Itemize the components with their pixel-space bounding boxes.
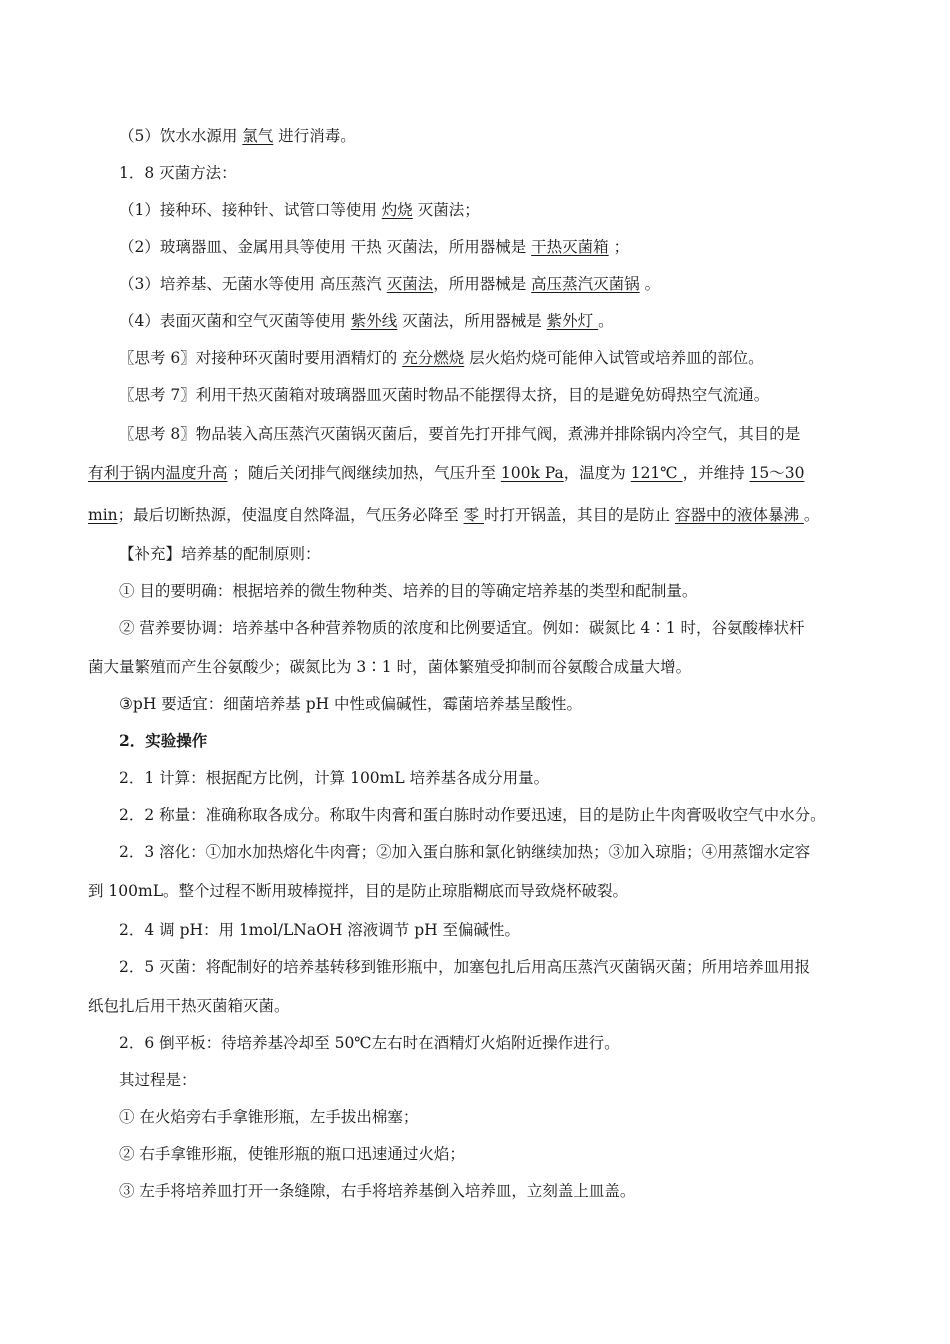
para-principle-2-line-1: ② 营养要协调：培养基中各种营养物质的浓度和比例要适宜。例如：碳氮比 4∶1 时，谷氨酸棒状杆 bbox=[119, 619, 805, 637]
step-2-3-line-2: 到 100mL。整个过程不断用玻棒搅拌，目的是防止琼脂糊底而导致烧杯破裂。 bbox=[88, 882, 629, 900]
blank-answer: min bbox=[88, 506, 118, 524]
step-2-3-line-1: 2．3 溶化：①加水加热熔化牛肉膏；②加入蛋白胨和氯化钠继续加热；③加入琼脂；④用蒸馏水定容 bbox=[119, 843, 811, 861]
para-think-7: 〖思考 7〗利用干热灭菌箱对玻璃器皿灭菌时物品不能摆得太挤，目的是避免妨碍热空气流通。 bbox=[119, 386, 770, 404]
blank-answer: 紫外线 bbox=[350, 312, 398, 330]
para-method-3: （3）培养基、无菌水等使用 高压蒸汽 灭菌法，所用器械是 高压蒸汽灭菌锅 。 bbox=[119, 275, 661, 293]
process-step-2: ② 右手拿锥形瓶，使锥形瓶的瓶口迅速通过火焰； bbox=[119, 1145, 465, 1163]
step-2-5-line-2: 纸包扎后用干热灭菌箱灭菌。 bbox=[88, 997, 290, 1015]
blank-answer: 高压蒸汽灭菌锅 bbox=[531, 275, 640, 293]
blank-answer: 氯气 bbox=[242, 127, 274, 145]
step-2-5-line-1: 2．5 灭菌：将配制好的培养基转移到锥形瓶中，加塞包扎后用高压蒸汽灭菌锅灭菌；所用培养皿用报 bbox=[119, 958, 811, 976]
step-2-1: 2．1 计算：根据配方比例，计算 100mL 培养基各成分用量。 bbox=[119, 769, 550, 787]
para-think-8-line-3: min；最后切断热源，使温度自然降温，气压务必降至 零 时打开锅盖，其目的是防止 容器中的液体暴沸 。 bbox=[88, 506, 820, 524]
blank-answer: 灼烧 bbox=[381, 201, 413, 219]
para-method-4: （4）表面灭菌和空气灭菌等使用 紫外线 灭菌法，所用器械是 紫外灯 。 bbox=[119, 312, 614, 330]
para-method-2: （2）玻璃器皿、金属用具等使用 干热 灭菌法，所用器械是 干热灭菌箱 ； bbox=[119, 238, 630, 256]
para-drinking-water: （5）饮水水源用 氯气 进行消毒。 bbox=[119, 127, 356, 145]
para-principle-2-line-2: 菌大量繁殖而产生谷氨酸少；碳氮比为 3∶1 时，菌体繁殖受抑制而谷氨酸合成量大增。 bbox=[88, 658, 692, 676]
para-principle-3: ③pH 要适宜：细菌培养基 pH 中性或偏碱性，霉菌培养基呈酸性。 bbox=[119, 695, 583, 713]
para-think-8-line-2: 有利于锅内温度升高 ；随后关闭排气阀继续加热，气压升至 100k Pa，温度为 121℃ ，并维持 15～30 bbox=[88, 464, 805, 482]
blank-answer: 121℃ bbox=[630, 464, 683, 482]
para-think-8-line-1: 〖思考 8〗物品装入高压蒸汽灭菌锅灭菌后，要首先打开排气阀，煮沸并排除锅内冷空气，其目的是 bbox=[119, 425, 801, 443]
blank-answer: 15～30 bbox=[749, 464, 805, 482]
blank-answer: 容器中的液体暴沸 bbox=[674, 506, 804, 524]
blank-answer: 有利于锅内温度升高 bbox=[88, 464, 228, 482]
para-principle-1: ① 目的要明确：根据培养的微生物种类、培养的目的等确定培养基的类型和配制量。 bbox=[119, 582, 698, 600]
process-step-3: ③ 左手将培养皿打开一条缝隙，右手将培养基倒入培养皿，立刻盖上皿盖。 bbox=[119, 1182, 636, 1200]
para-supplement: 【补充】培养基的配制原则： bbox=[119, 545, 321, 563]
step-2-4: 2．4 调 pH：用 1mol/LNaOH 溶液调节 pH 至偏碱性。 bbox=[119, 921, 521, 939]
para-think-6: 〖思考 6〗对接种环灭菌时要用酒精灯的 充分燃烧 层火焰灼烧可能伸入试管或培养皿的部位。 bbox=[119, 349, 764, 367]
heading-sterilization-methods: 1．8 灭菌方法： bbox=[119, 164, 237, 182]
blank-answer: 紫外灯 bbox=[546, 312, 599, 330]
blank-answer: 100k Pa bbox=[500, 464, 564, 482]
blank-answer: 干热灭菌箱 bbox=[531, 238, 609, 256]
blank-answer: 充分燃烧 bbox=[402, 349, 465, 367]
process-step-1: ① 在火焰旁右手拿锥形瓶，左手拔出棉塞； bbox=[119, 1108, 419, 1126]
step-2-6: 2．6 倒平板：待培养基冷却至 50℃左右时在酒精灯火焰附近操作进行。 bbox=[119, 1034, 620, 1052]
step-2-2: 2．2 称量：准确称取各成分。称取牛肉膏和蛋白胨时动作要迅速，目的是防止牛肉膏吸收空气中水分。 bbox=[119, 806, 826, 824]
process-intro: 其过程是： bbox=[119, 1071, 197, 1089]
para-method-1: （1）接种环、接种针、试管口等使用 灼烧 灭菌法； bbox=[119, 201, 480, 219]
section-heading-experiment: 2．实验操作 bbox=[119, 731, 208, 750]
blank-answer: 零 bbox=[463, 506, 485, 524]
blank-answer: 灭菌法 bbox=[386, 275, 434, 293]
